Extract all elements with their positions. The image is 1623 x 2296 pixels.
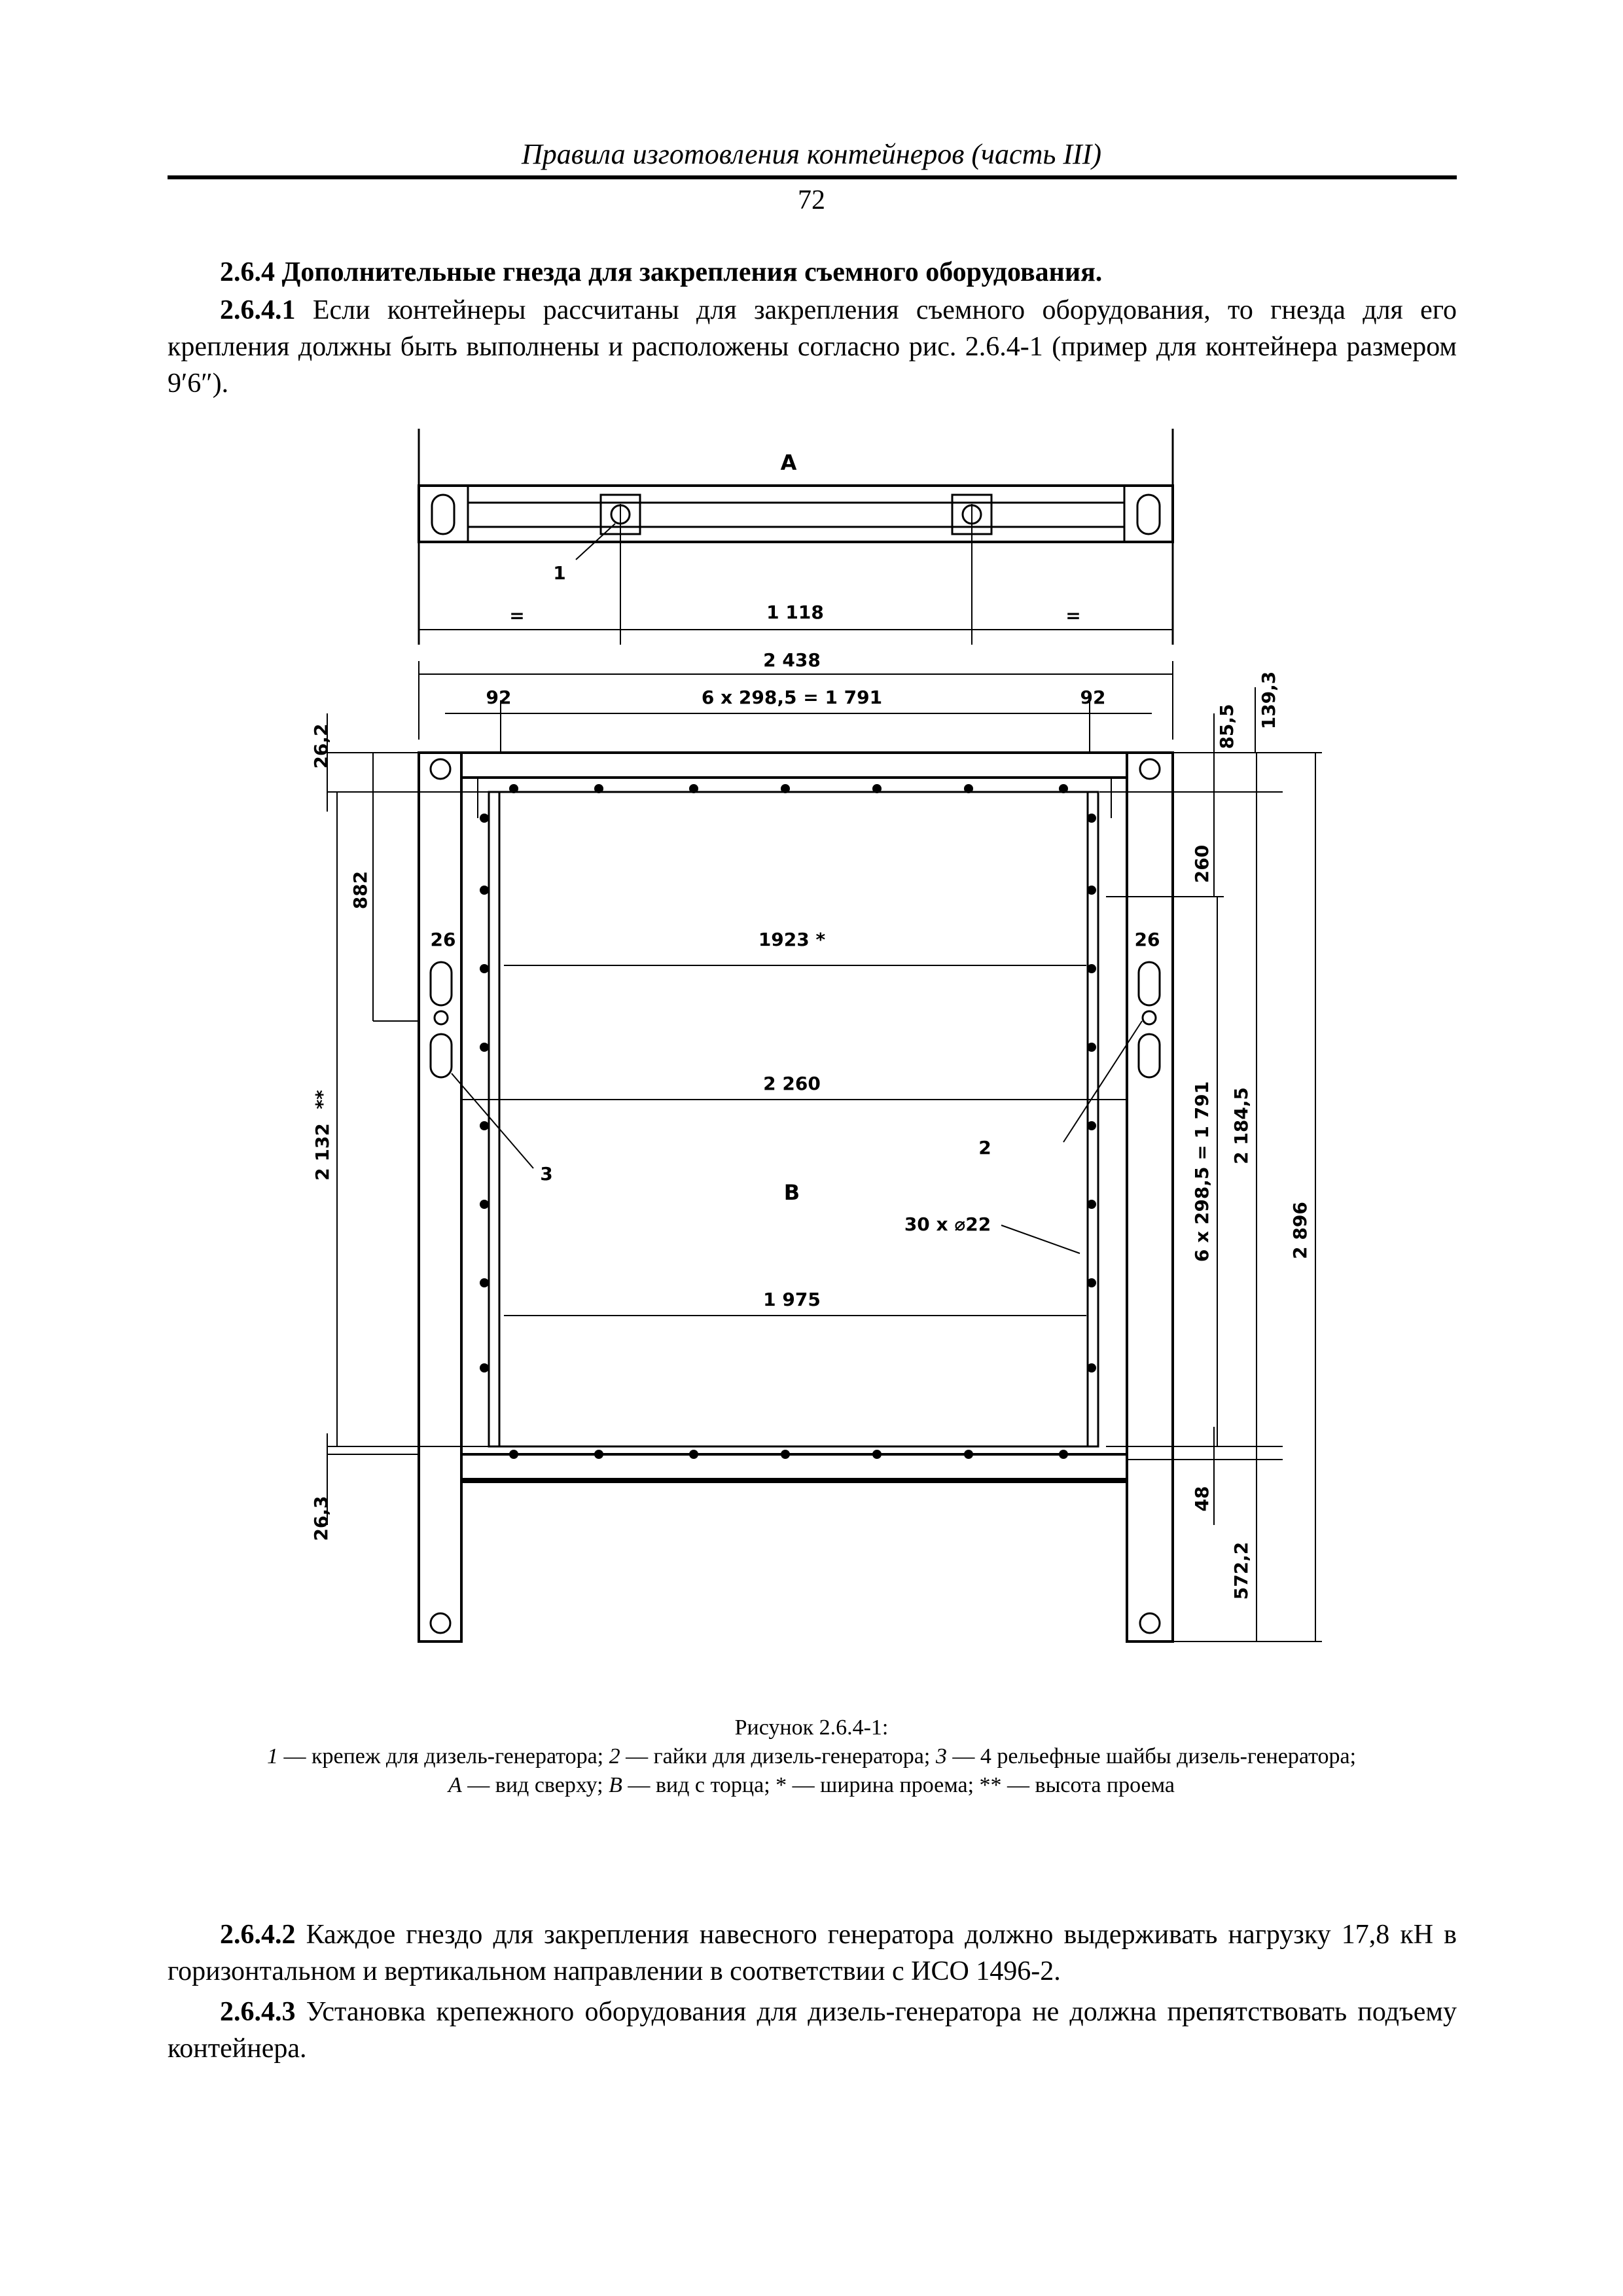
figure-caption-legend-1 [0,1742,1623,1771]
legend-number-1: 1 [266,1744,278,1768]
paragraph-text: Каждое гнездо для закрепления навесного генератора должно выдерживать нагрузку 17,8 кН в горизонтальном и вертикальном направлении в соответствии с ИСО 1496-2. [168,1920,1457,1986]
dim-260: 260 [1191,844,1213,884]
dim-26-left: 26 [430,929,456,950]
paragraph-number: 2.6.4.3 [220,1997,296,2027]
dim-26-right: 26 [1134,929,1160,950]
running-title: Правила изготовления контейнеров (часть III) [522,138,1101,170]
dim-572-2: 572,2 [1230,1541,1252,1600]
dim-2132-height: 2 132 [312,1123,333,1181]
callout-1: 1 [553,562,566,584]
label-view-a: A [780,450,797,475]
paragraph-text: Установка крепежного оборудования для дизель-генератора не должна препятствовать подъему контейнера. [168,1997,1457,2064]
dim-6x298: 6 x 298,5 = 1 791 [701,687,883,708]
legend-text-1: — крепеж для дизель-генератора; [277,1744,609,1768]
paragraph-2-6-4-2 [168,1916,1457,1990]
legend-text-b: — вид с торца; * — ширина проема; ** — высота проема [622,1773,1175,1797]
dim-2896: 2 896 [1289,1202,1311,1259]
legend-text-a: — вид сверху; [461,1773,609,1797]
dim-92-left: 92 [486,687,512,708]
legend-text-3: — 4 рельефные шайбы дизель-генератора; [946,1744,1357,1768]
dim-1923-width: 1923 * [758,929,826,950]
dim-26-2: 26,2 [310,723,332,769]
dim-2260: 2 260 [763,1073,821,1094]
dim-6x298-vertical: 6 x 298,5 = 1 791 [1191,1081,1213,1263]
dim-139-3: 139,3 [1258,671,1279,730]
dim-882: 882 [349,870,371,910]
figure-caption-title: Рисунок 2.6.4-1: [734,1715,889,1740]
dim-2438: 2 438 [763,649,821,671]
callout-2: 2 [978,1137,991,1158]
dim-2184-5: 2 184,5 [1230,1087,1252,1164]
page-number: 72 [798,185,825,215]
legend-letter-a: A [448,1773,462,1797]
legend-text-2: — гайки для дизель-генератора; [620,1744,936,1768]
dim-30-holes: 30 x ⌀22 [904,1213,991,1235]
legend-number-3: 3 [935,1744,947,1768]
legend-number-2: 2 [609,1744,620,1768]
callout-3: 3 [540,1163,553,1185]
dim-26-3: 26,3 [310,1496,332,1541]
dim-48: 48 [1191,1486,1213,1512]
paragraph-2-6-4-3 [168,1994,1457,2067]
paragraph-text: Если контейнеры рассчитаны для закрепления съемного оборудования, то гнезда для его крепления должны быть выполнены и расположены согласно рис. 2.6.4-1 (пример для контейнера размером 9′6″). [168,295,1457,399]
dim-1975: 1 975 [763,1289,821,1310]
figure-caption-legend-2 [0,1771,1623,1800]
dim-equal-left: = [509,605,525,626]
fixing-holes [480,784,1096,1459]
dim-2132-stars: ** [312,1090,333,1109]
legend-letter-b: B [609,1773,622,1797]
dim-85-5: 85,5 [1216,704,1238,749]
dim-1118: 1 118 [766,601,824,623]
dim-equal-right: = [1065,605,1081,626]
section-heading: 2.6.4 Дополнительные гнезда для закрепления съемного оборудования. [220,257,1103,287]
dim-92-right: 92 [1080,687,1106,708]
label-view-b: B [783,1180,800,1205]
paragraph-number: 2.6.4.2 [220,1920,296,1950]
paragraph-number: 2.6.4.1 [220,295,296,325]
